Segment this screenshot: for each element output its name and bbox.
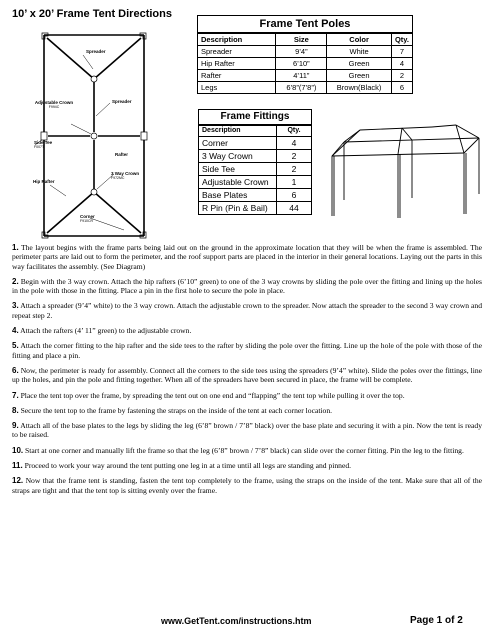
corner-label [80,215,95,224]
table-row [198,46,412,58]
step-number: 9. [12,421,19,431]
table-cell: 2 [277,163,312,176]
step-number: 4. [12,326,19,336]
poles-table-title: Frame Tent Poles [198,16,412,33]
step-text: Start at one corner and manually lift the frame so that the leg (6’8” brown / 7’8” black) can slide over the corner fitting. Pin the leg to the fitting. [25,445,464,455]
step-number: 7. [12,390,19,400]
frame-layout-diagram [14,24,179,239]
fittings-table-grid [199,125,311,214]
instruction-step [12,461,482,470]
instruction-step [12,301,482,320]
step-text: Now, the perimeter is ready for assembly. Connect all the corners to the side tees using the spreaders (9’4” white). Slide the poles over the fittings, line up the holes, and pin the pole and fitting together. When all of the spreaders have been secured in place, the frame will be complete. [12,365,482,385]
corner-code: F910CR [80,218,94,223]
hip-rafter-line [94,192,141,233]
step-number: 10. [12,445,24,455]
footer-url-link[interactable]: www.GetTent.com/instructions.htm [161,616,312,626]
callout-line [71,124,91,134]
callout-line [90,218,124,230]
table-cell: 2 [391,70,412,82]
table-row [199,176,311,189]
table-row [199,163,311,176]
three-way-crown-code: F972MC [111,175,125,180]
step-number: 1. [12,243,19,252]
step-number: 5. [12,341,19,351]
table-row [198,82,412,94]
callout-line [83,55,93,69]
table-cell: Green [327,58,392,70]
table-row [198,58,412,70]
step-text: Attach the rafters (4’ 11” green) to the adjustable crown. [20,326,192,336]
side-tee-label-text: Side Tee [34,140,53,145]
table-cell: 2 [277,150,312,163]
adjustable-crown-code: F994C [48,104,60,109]
table-cell: Hip Rafter [198,58,276,70]
step-text: Secure the tent top to the frame by fastening the straps on the inside of the tent at each corner location. [20,405,333,415]
instruction-step [12,243,482,271]
table-cell: 4 [277,137,312,150]
table-row [198,70,412,82]
poles-table-grid [198,33,412,93]
adjustable-crown-icon [91,133,97,139]
tent-frame-illustration [314,112,486,232]
hip-rafter-line [47,192,94,233]
table-header-row [198,34,412,46]
column-header: Qty. [391,34,412,46]
table-cell: 6’10” [276,58,327,70]
column-header: Qty. [277,126,312,137]
instruction-step [12,421,482,440]
table-row [199,202,311,215]
layout-lines [14,24,179,239]
spreader-label: Spreader [112,99,132,104]
column-header: Size [276,34,327,46]
instruction-step [12,446,482,455]
step-number: 3. [12,301,19,311]
table-header-row [199,126,311,137]
instruction-step [12,406,482,415]
table-cell: 44 [277,202,312,215]
table-cell: 3 Way Crown [199,150,277,163]
step-number: 11. [12,461,23,471]
table-cell: Base Plates [199,189,277,202]
spreader-label: Spreader [86,49,106,54]
step-number: 6. [12,365,19,375]
callout-line [50,185,66,196]
instruction-step [12,341,482,360]
three-way-crown-label-text: 3 Way Crown [111,171,140,176]
table-cell: Side Tee [199,163,277,176]
side-tee-icon [41,132,47,140]
step-text: Place the tent top over the frame, by spreading the tent out on one end and “flapping” the tent top while pulling it over the top. [20,390,405,400]
adjustable-crown-label-text: Adjustable Crown [34,100,74,105]
step-text: Attach the corner fitting to the hip rafter and the side tees to the rafter by sliding the pole over the fitting. Line up the hole of the pole with those of the fitting and place a pin. [12,341,483,360]
step-text: Attach all of the base plates to the legs by sliding the leg (6’8” brown / 7’8” black) over the base plate and securing it with a pin. Now the tent is ready to be raised. [12,421,483,440]
step-number: 12. [12,476,24,486]
side-tee-label [34,141,52,150]
table-row [199,189,311,202]
table-cell: Brown(Black) [327,82,392,94]
three-way-crown-label [111,172,139,181]
instruction-step [12,326,482,335]
table-cell: Green [327,70,392,82]
table-cell: Rafter [198,70,276,82]
step-text: The layout begins with the frame parts being laid out on the ground in the approximate location that they will be when the frame is assembled. The perimeter parts are laid out to form the perimeter, and the roof support parts are placed in the interior in their general locations. Laying out the parts in this way facilitates the assembly. (See Diagram) [12,243,482,271]
frame-fittings-table [198,109,312,215]
column-header: Color [327,34,392,46]
page-number: Page 1 of 2 [410,615,463,626]
hip-rafter-line [47,38,94,79]
table-cell: 6 [391,82,412,94]
column-header: Description [198,34,276,46]
three-way-crown-icon [91,76,97,82]
table-cell: Adjustable Crown [199,176,277,189]
instruction-step [12,277,482,296]
table-row [199,150,311,163]
table-cell: Legs [198,82,276,94]
table-cell: 6 [277,189,312,202]
table-cell: 7 [391,46,412,58]
table-cell: 6’8”(7’8”) [276,82,327,94]
rafter-label: Rafter [115,152,129,157]
corner-label-text: Corner [80,214,95,219]
table-cell: 9’4” [276,46,327,58]
side-tee-code: F007T [34,144,45,149]
table-cell: Corner [199,137,277,150]
step-number: 8. [12,405,19,415]
table-row [199,137,311,150]
step-text: Attach a spreader (9’4” white) to the 3 way crown. Attach the adjustable crown to the spreader. Now attach the spreader to the second 3 way crown and repeat step 2. [12,301,483,320]
instruction-step [12,366,482,385]
instruction-step [12,476,482,495]
table-cell: 4’11” [276,70,327,82]
adjustable-crown-label [34,101,74,110]
side-tee-icon [141,132,147,140]
fittings-table-title: Frame Fittings [199,110,311,125]
hip-rafter-line [94,38,141,79]
table-cell: White [327,46,392,58]
step-text: Now that the frame tent is standing, fasten the tent top completely to the frame, using the straps on the inside of the tent. Make sure that all of the straps are tight and that the tent top is sitting evenly over the frame. [12,476,482,495]
column-header: Description [199,126,277,137]
three-way-crown-icon [91,189,97,195]
step-text: Proceed to work your way around the tent putting one leg in at a time until all legs are standing and pinned. [24,461,352,471]
callout-line [96,103,110,116]
table-cell: R Pin (Pin & Bail) [199,202,277,215]
table-cell: 4 [391,58,412,70]
instructions-list [12,243,482,501]
hip-rafter-label: Hip Rafter [33,179,55,184]
tent-frame-drawing [314,112,486,232]
table-cell: 1 [277,176,312,189]
page-title: 10’ x 20’ Frame Tent Directions [12,8,172,20]
table-cell: Spreader [198,46,276,58]
step-number: 2. [12,276,19,286]
step-text: Begin with the 3 way crown. Attach the hip rafters (6’10” green) to one of the 3 way crowns by sliding the pole over the fitting and lining up the holes in the pole with those in the fitting. Place a pin in the first hole to secure the pole in place. [12,276,482,296]
frame-tent-poles-table [197,15,413,94]
instruction-step [12,391,482,400]
